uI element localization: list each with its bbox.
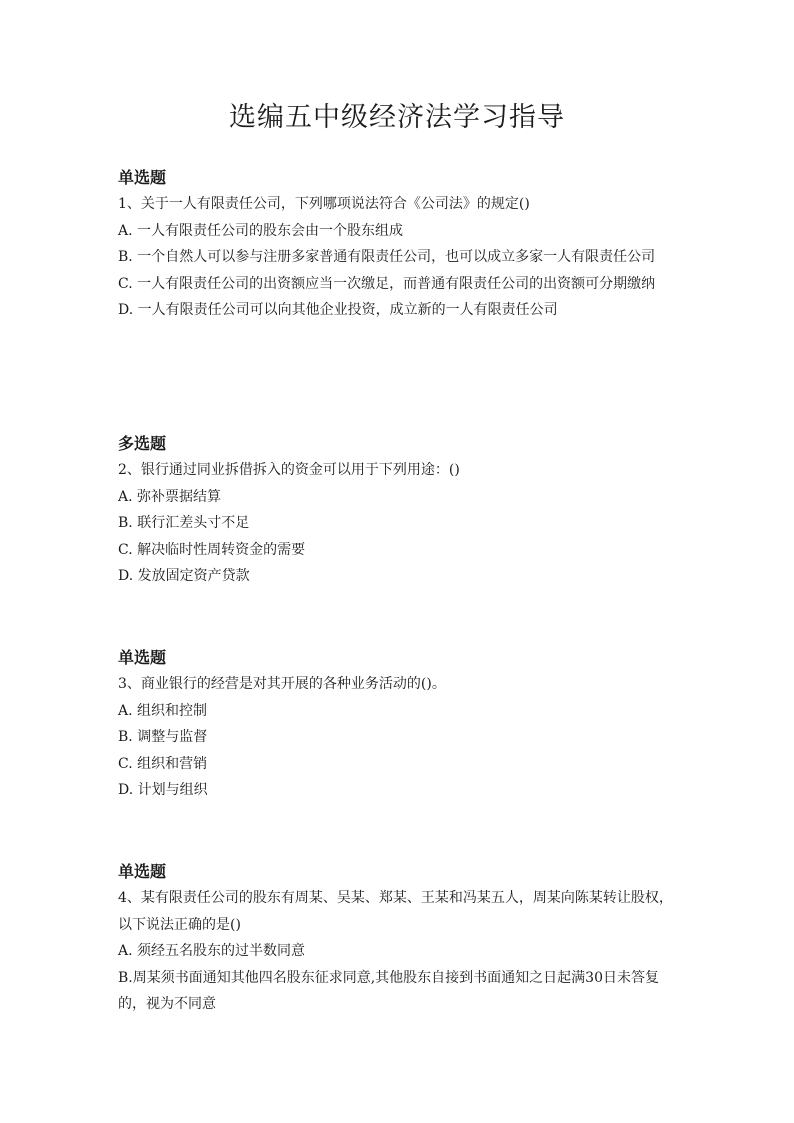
option-c: C. 一人有限责任公司的出资额应当一次缴足，而普通有限责任公司的出资额可分期缴纳 [118,275,656,292]
question-type: 单选题 [118,648,167,667]
option-a: A. 须经五名股东的过半数同意 [118,943,306,959]
question-block [118,859,684,1018]
option-d: D. 发放固定资产贷款 [118,568,250,584]
question-stem: 3、商业银行的经营是对其开展的各种业务活动的()。 [118,676,446,692]
option-a: A. 弥补票据结算 [118,488,222,505]
document-title: 选编五中级经济法学习指导 [229,102,565,133]
question-stem: 2、银行通过同业拆借拆入的资金可以用于下列用途：() [118,462,460,478]
option-b: B. 联行汇差头寸不足 [118,515,250,531]
question-block [118,165,684,324]
option-d: D. 计划与组织 [118,782,208,798]
option-a: A. 一人有限责任公司的股东会由一个股东组成 [118,222,404,239]
option-b: B. 一个自然人可以参与注册多家普通有限责任公司，也可以成立多家一人有限责任公司 [118,249,656,265]
option-b: B.周某须书面通知其他四名股东征求同意,其他股东自接到书面通知之日起满30日未答复的，视为不同意 [118,969,660,1012]
question-block [118,431,684,590]
question-type: 单选题 [118,168,167,187]
option-c: C. 组织和营销 [118,755,208,772]
question-type: 多选题 [118,434,167,453]
option-c: C. 解决临时性周转资金的需要 [118,541,306,558]
question-block [118,645,684,804]
question-stem: 4、某有限责任公司的股东有周某、吴某、郑某、王某和冯某五人，周某向陈某转让股权，以下说法正确的是() [118,890,673,933]
question-stem: 1、关于一人有限责任公司，下列哪项说法符合《公司法》的规定() [118,196,530,212]
option-d: D. 一人有限责任公司可以向其他企业投资，成立新的一人有限责任公司 [118,302,558,318]
question-type: 单选题 [118,862,167,881]
option-b: B. 调整与监督 [118,729,208,745]
option-a: A. 组织和控制 [118,702,208,719]
